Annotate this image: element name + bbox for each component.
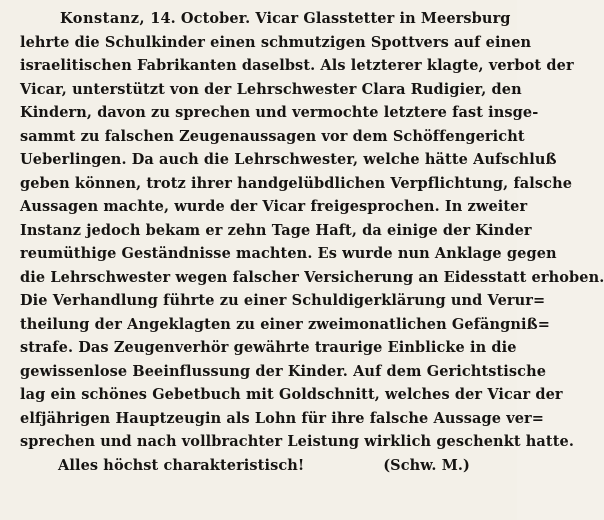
- article-line-14: strafe. Das Zeugenverhör gewährte traurige Einblicke in die: [20, 339, 517, 356]
- article-line-9: Instanz jedoch bekam er zehn Tage Haft, da einige der Kinder: [20, 221, 532, 239]
- article-first-line-text: 14. October. Vicar Glasstetter in Meersburg: [150, 10, 511, 27]
- article-line-6: Ueberlingen. Da auch die Lehrschwester, welche hätte Aufschluß: [20, 151, 557, 168]
- article-line-15: gewissenlose Beeinflussung der Kinder. Auf dem Gerichtstische: [20, 362, 547, 380]
- article-line-2: israelitischen Fabrikanten daselbst. Als letzterer klagte, verbot der: [20, 57, 574, 74]
- article-place-name: Konstanz,: [60, 10, 146, 27]
- article-closing-line: [20, 454, 500, 478]
- closing-remark: Alles höchst charakteristisch!: [58, 456, 305, 474]
- article-line-11: die Lehrschwester wegen falscher Versicherung an Eidesstatt erhoben.: [20, 268, 604, 286]
- article-line-16: lag ein schönes Gebetbuch mit Goldschnitt, welches der Vicar der: [20, 386, 563, 403]
- article-line-12: Die Verhandlung führte zu einer Schuldigerklärung und Verur=: [20, 292, 546, 309]
- article-line-4: Kindern, davon zu sprechen und vermochte letztere fast insge-: [20, 104, 539, 121]
- article-line-8: Aussagen machte, wurde der Vicar freigesprochen. In zweiter: [20, 198, 528, 215]
- article-line-10: reumüthige Geständnisse machten. Es wurde nun Anklage gegen: [20, 245, 557, 262]
- author-signature: (Schw. M.): [383, 456, 470, 474]
- article-first-line: [20, 7, 511, 31]
- article-line-5: sammt zu falschen Zeugenaussagen vor dem Schöffengericht: [20, 127, 525, 145]
- article-line-7: geben können, trotz ihrer handgelübdlichen Verpflichtung, falsche: [20, 174, 573, 192]
- article-line-17: elfjährigen Hauptzeugin als Lohn für ihre falsche Aussage ver=: [20, 409, 545, 427]
- article-line-3: Vicar, unterstützt von der Lehrschwester Clara Rudigier, den: [20, 80, 522, 98]
- article-line-13: theilung der Angeklagten zu einer zweimonatlichen Gefängniß=: [20, 315, 551, 333]
- article-line-18: sprechen und nach vollbrachter Leistung wirklich geschenkt hatte.: [20, 433, 574, 450]
- article-body: [20, 7, 604, 477]
- article-line-1: lehrte die Schulkinder einen schmutzigen Spottvers auf einen: [20, 33, 532, 51]
